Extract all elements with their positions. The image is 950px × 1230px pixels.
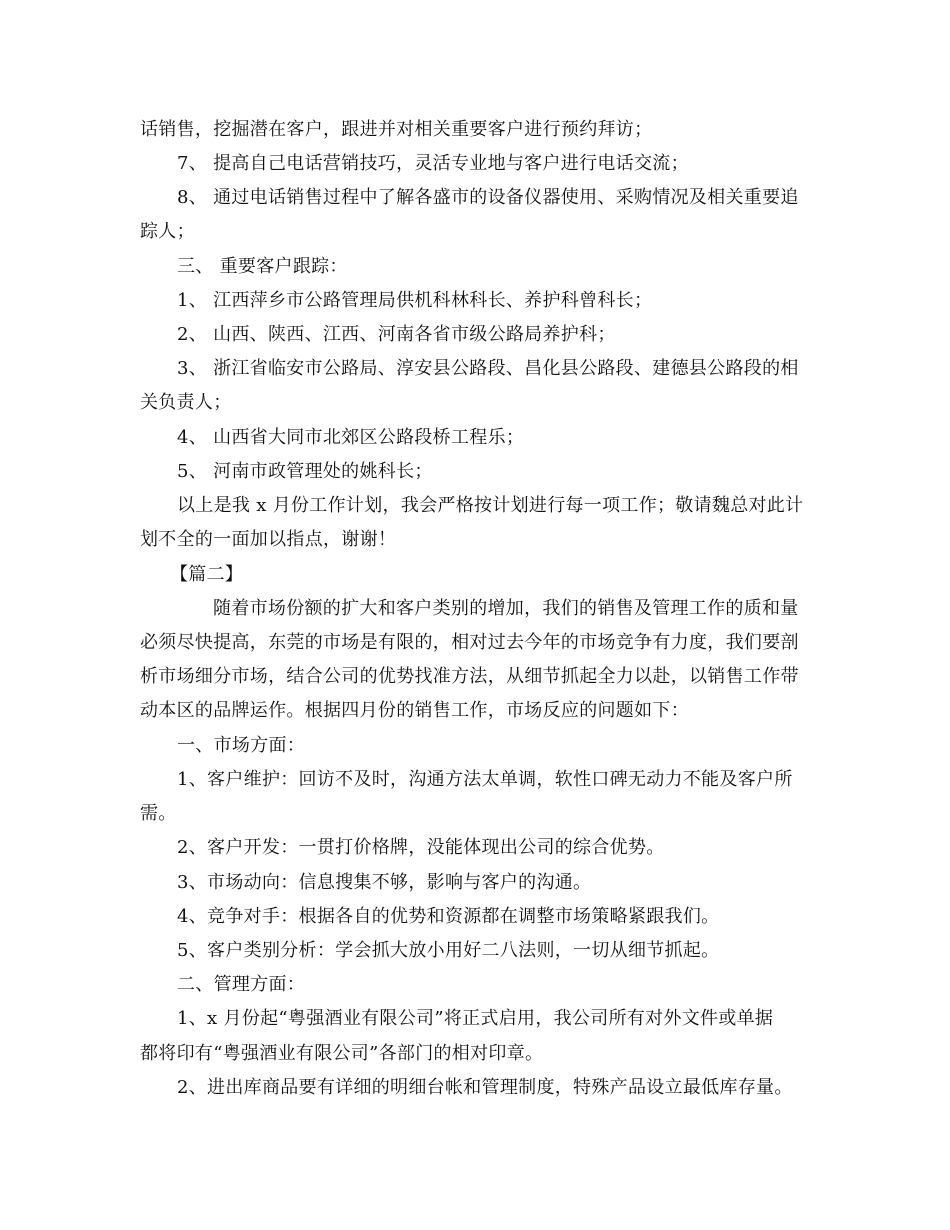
text-line: 5、客户类别分析：学会抓大放小用好二八法则，一切从细节抓起。 (177, 940, 720, 961)
text-line: 以上是我 x 月份工作计划，我会严格按计划进行每一项工作；敬请魏总对此计 (177, 495, 804, 516)
text-line: 关负责人； (140, 392, 232, 413)
text-line: 5、 河南市政管理处的姚科长； (177, 461, 433, 482)
text-line: 话销售，挖掘潜在客户，跟进并对相关重要客户进行预约拜访； (140, 119, 653, 140)
section-heading: 二、管理方面： (177, 974, 306, 995)
section-heading: 一、市场方面： (177, 735, 306, 756)
text-line: 析市场细分市场，结合公司的优势找准方法，从细节抓起全力以赴，以销售工作带 (140, 666, 799, 687)
text-line: 8、 通过电话销售过程中了解各盛市的设备仪器使用、采购情况及相关重要追 (177, 187, 799, 208)
text-line: 2、客户开发：一贯打价格牌，没能体现出公司的综合优势。 (177, 837, 665, 858)
text-line: 划不全的一面加以指点，谢谢！ (140, 529, 397, 550)
section-heading: 三、 重要客户跟踪： (177, 256, 348, 277)
text-line: 1、x 月份起“粤强酒业有限公司”将正式启用，我公司所有对外文件或单据 (177, 1008, 774, 1029)
text-line: 1、 江西萍乡市公路管理局供机科林科长、养护科曾科长； (177, 290, 653, 311)
text-line: 7、 提高自己电话营销技巧，灵活专业地与客户进行电话交流； (177, 153, 689, 174)
text-line: 踪人； (140, 221, 195, 242)
text-line: 2、 山西、陕西、江西、河南各省市级公路局养护科； (177, 324, 616, 345)
text-line: 随着市场份额的扩大和客户类别的增加，我们的销售及管理工作的质和量 (213, 598, 799, 619)
text-line: 都将印有“粤强酒业有限公司”各部门的相对印章。 (140, 1043, 544, 1064)
text-line: 必须尽快提高，东莞的市场是有限的，相对过去今年的市场竞争有力度，我们要剖 (140, 632, 799, 653)
text-line: 需。 (140, 803, 177, 824)
text-line: 动本区的品牌运作。根据四月份的销售工作，市场反应的问题如下： (140, 700, 689, 721)
text-line: 4、竞争对手：根据各自的优势和资源都在调整市场策略紧跟我们。 (177, 906, 720, 927)
text-line: 1、客户维护：回访不及时，沟通方法太单调，软性口碑无动力不能及客户所 (177, 769, 793, 790)
text-line: 3、 浙江省临安市公路局、淳安县公路段、昌化县公路段、建德县公路段的相 (177, 358, 799, 379)
text-line: 2、进出库商品要有详细的明细台帐和管理制度，特殊产品设立最低库存量。 (177, 1077, 793, 1098)
part-heading: 【篇二】 (170, 564, 244, 585)
text-line: 4、 山西省大同市北郊区公路段桥工程乐； (177, 427, 525, 448)
text-line: 3、市场动向：信息搜集不够，影响与客户的沟通。 (177, 872, 592, 893)
